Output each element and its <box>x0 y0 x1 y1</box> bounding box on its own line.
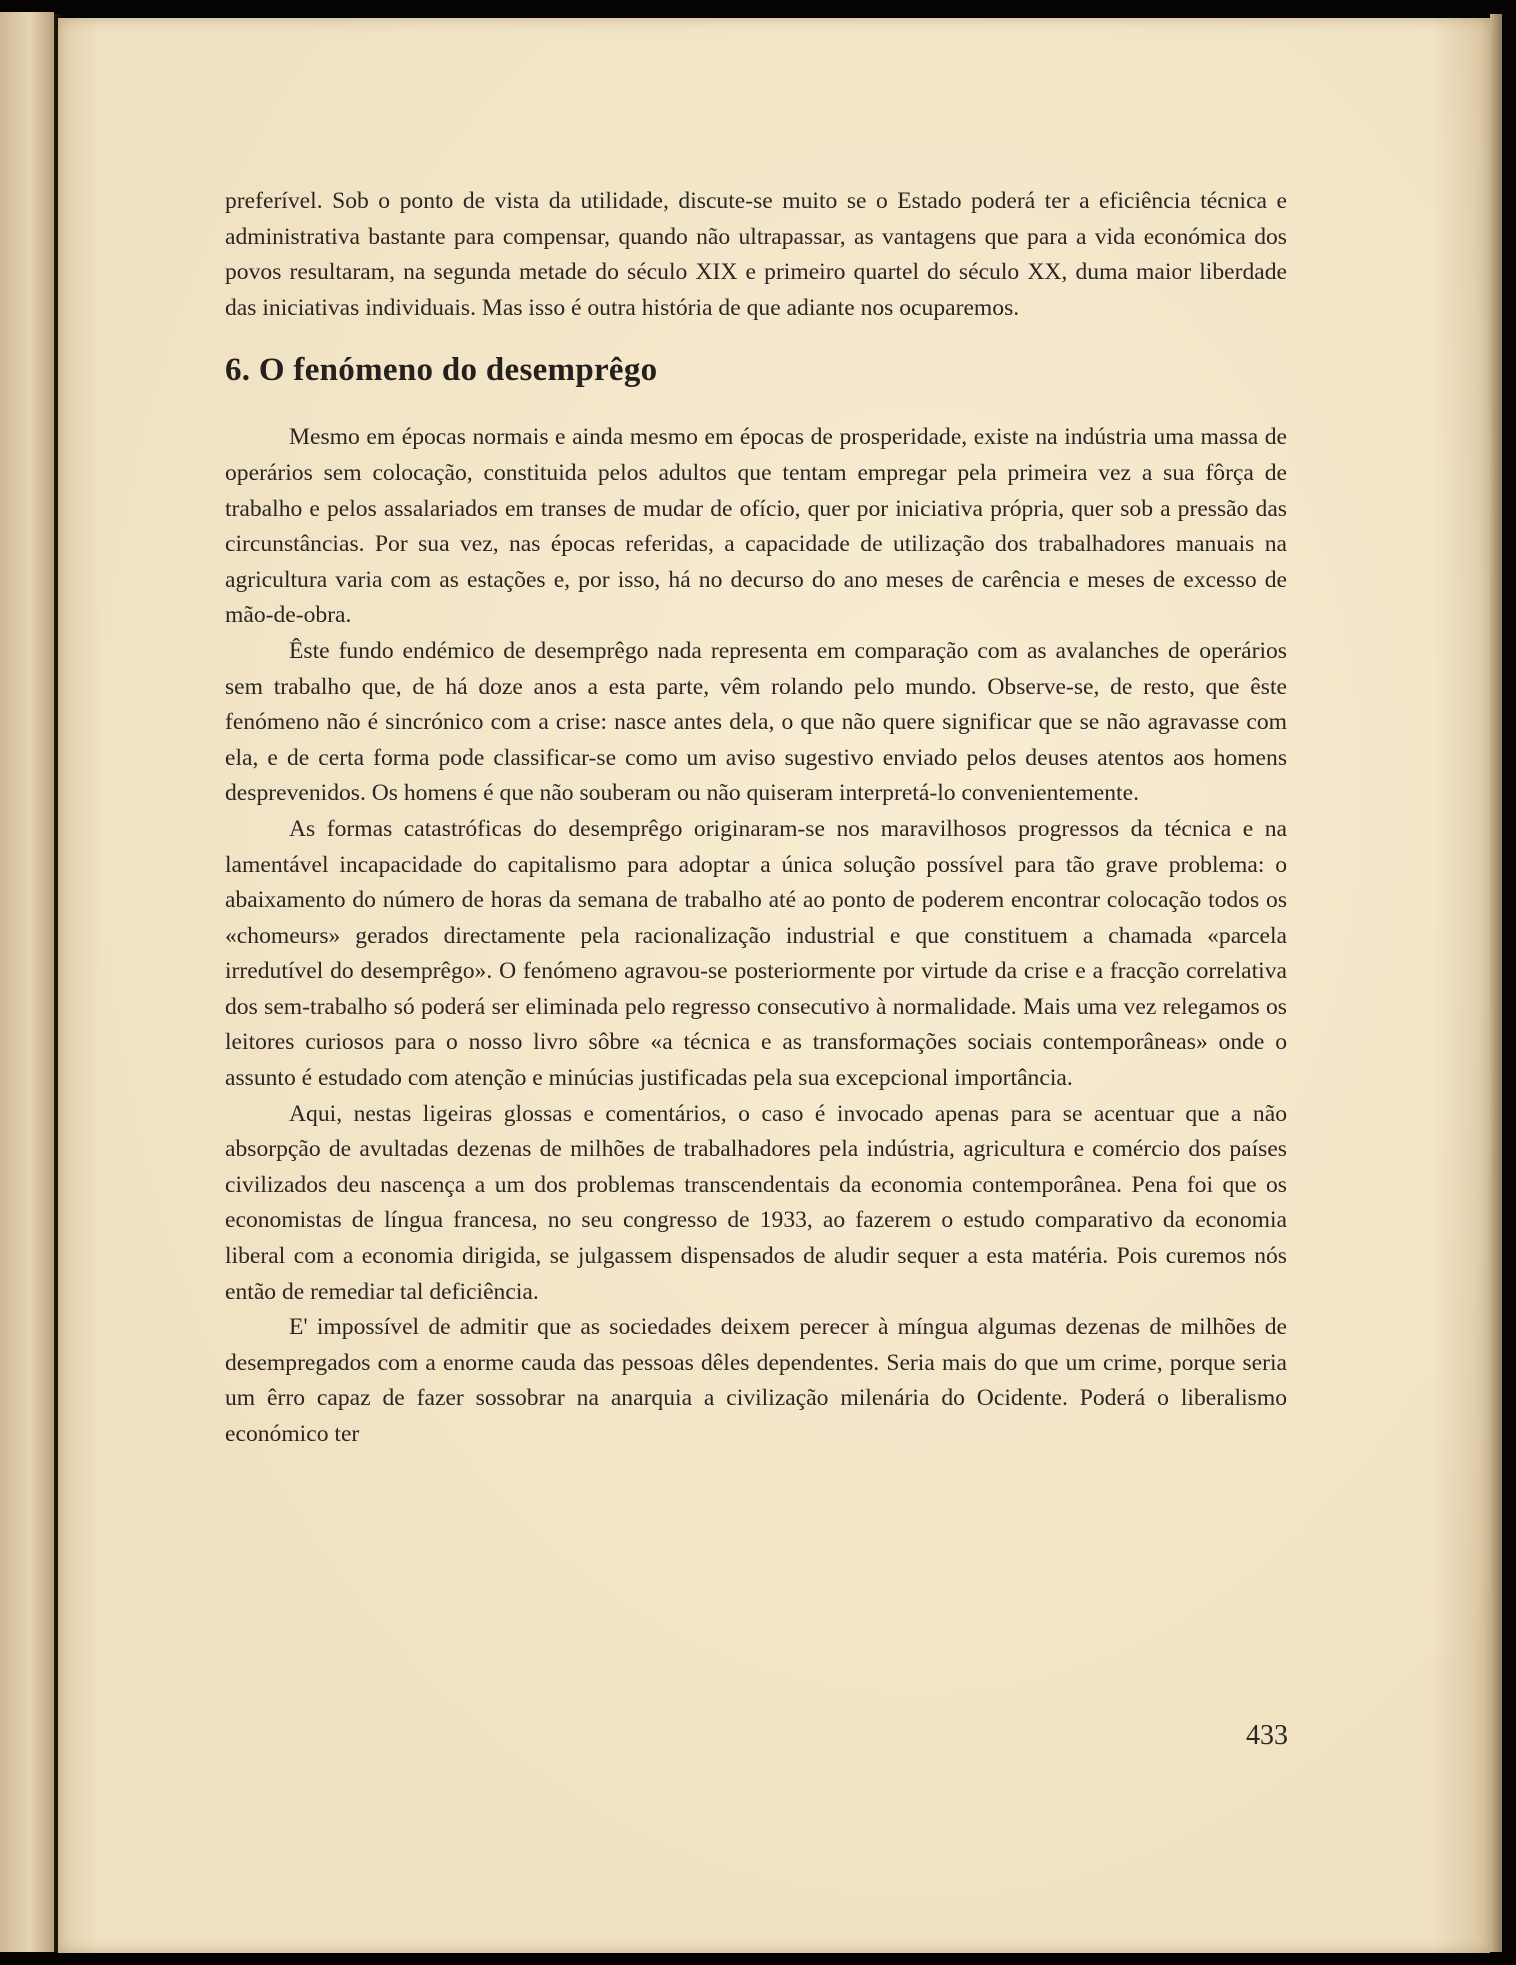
intro-paragraph: preferível. Sob o ponto de vista da utilidade, discute-se muito se o Estado poderá ter a eficiência técnica e administrativa bastante para compensar, quando não ultrapassar, as vantagens que para a vida económica dos povos resultaram, na segunda metade do século XIX e primeiro quartel do século XX, duma maior liberdade das iniciativas individuais. Mas isso é outra história de que adiante nos ocuparemos. <box>225 188 1287 321</box>
body-paragraph: Mesmo em épocas normais e ainda mesmo em épocas de prosperidade, existe na indústria uma massa de operários sem colocação, constituida pelos adultos que tentam empregar pela primeira vez a sua fôrça de trabalho e pelos assalariados em transes de mudar de ofício, quer por iniciativa própria, quer sob a pressão das circunstâncias. Por sua vez, nas épocas referidas, a capacidade de utilização dos trabalhadores manuais na agricultura varia com as estações e, por isso, há no decurso do ano meses de carência e meses de excesso de mão-de-obra. <box>225 424 1287 629</box>
page-edge-right <box>1490 14 1502 1952</box>
page-body <box>225 184 1287 1453</box>
body-paragraph: Êste fundo endémico de desemprêgo nada representa em comparação com as avalanches de operários sem trabalho que, de há doze anos a esta parte, vêm rolando pelo mundo. Observe-se, de resto, que êste fenómeno não é sincrónico com a crise: nasce antes dela, o que não quere significar que se não agravasse com ela, e de certa forma pode classificar-se como um aviso sugestivo enviado pelos deuses atentos aos homens desprevenidos. Os homens é que não souberam ou não quiseram interpretá-lo convenientemente. <box>225 637 1287 807</box>
facing-page-edge <box>0 12 54 1952</box>
body-paragraph: E' impossível de admitir que as sociedades deixem perecer à míngua algumas dezenas de milhões de desempregados com a enorme cauda das pessoas dêles dependentes. Seria mais do que um crime, porque seria um êrro capaz de fazer sossobrar na anarquia a civilização milenária do Ocidente. Poderá o liberalismo económico ter <box>225 1314 1287 1447</box>
page-number: 433 <box>1246 1720 1288 1751</box>
body-paragraph: As formas catastróficas do desemprêgo originaram-se nos maravilhosos progressos da técnica e na lamentável incapacidade do capitalismo para adoptar a única solução possível para tão grave problema: o abaixamento do número de horas da semana de trabalho até ao ponto de poderem encontrar colocação todos os «chomeurs» gerados directamente pela racionalização industrial e que constituem a chamada «parcela irredutível do desemprêgo». O fenómeno agravou-se posteriormente por virtude da crise e a fracção correlativa dos sem-trabalho só poderá ser eliminada pelo regresso consecutivo à normalidade. Mais uma vez relegamos os leitores curiosos para o nosso livro sôbre «a técnica e as transformações sociais contemporâneas» onde o assunto é estudado com atenção e minúcias justificadas pela sua excepcional importância. <box>225 815 1287 1092</box>
body-paragraph: Aqui, nestas ligeiras glossas e comentários, o caso é invocado apenas para se acentuar que a não absorpção de avultadas dezenas de milhões de trabalhadores pela indústria, agricultura e comércio dos países civilizados deu nascença a um dos problemas transcendentais da economia contemporânea. Pena foi que os economistas de língua francesa, no seu congresso de 1933, ao fazerem o estudo comparativo da economia liberal com a economia dirigida, se julgassem dispensados de aludir sequer a esta matéria. Pois curemos nós então de remediar tal deficiência. <box>225 1100 1287 1305</box>
section-heading: 6. O fenómeno do desemprêgo <box>225 352 658 389</box>
